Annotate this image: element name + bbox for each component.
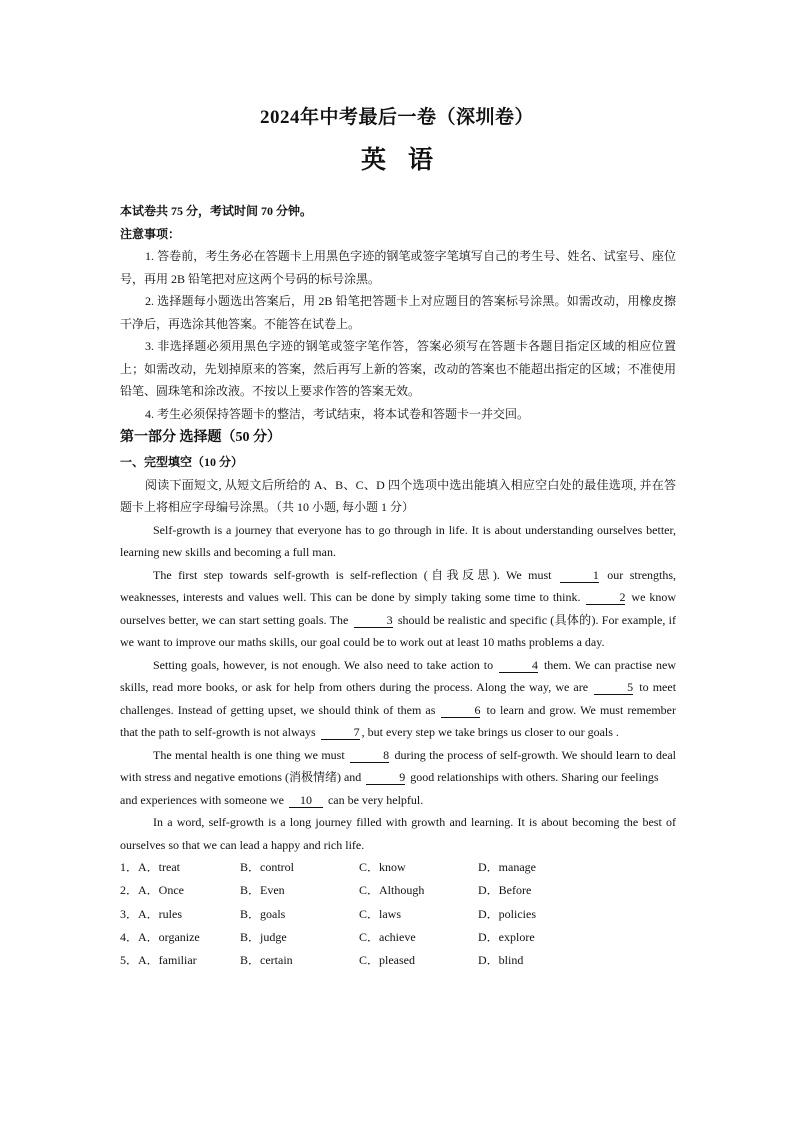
question-row	[120, 903, 676, 926]
passage-text: during the process of self-growth. We should learn to deal with stress and negative emotions (消极情绪) and	[120, 747, 677, 784]
passage-paragraph-1: Self-growth is a journey that everyone has to go through in life. It is about understanding ourselves better, learning new skills and becoming a full man.	[120, 522, 676, 559]
passage-text: our strengths, weaknesses, interests and values well. This can be done by simply taking some time to think.	[120, 567, 677, 604]
exam-title: 2024年中考最后一卷（深圳卷）	[259, 107, 534, 128]
passage-text: to meet challenges. Instead of getting upset, we should think of them as	[120, 680, 677, 717]
blank-7: 7	[321, 725, 360, 740]
option-d: D．Before	[478, 883, 532, 898]
option-a: 2．A．Once	[120, 883, 184, 898]
passage-text: good relationships with others. Sharing our feelings	[410, 770, 659, 784]
option-a: 3．A．rules	[120, 906, 182, 921]
passage-text: and experiences with someone we	[120, 792, 284, 807]
option-c: C．know	[359, 860, 406, 874]
option-d: D．blind	[478, 953, 524, 968]
exam-content	[120, 200, 676, 972]
option-c: C．laws	[359, 906, 402, 921]
option-b: B．certain	[240, 953, 293, 968]
option-b: B．judge	[240, 929, 287, 944]
passage-text: should be realistic and specific (具体的). For example, if we want to improve our maths skills, our goal could be to work out at least 10 maths problems a day.	[120, 612, 677, 649]
option-c: C．pleased	[359, 953, 415, 968]
blank-4: 4	[499, 658, 538, 673]
blank-3: 3	[354, 613, 393, 628]
notice-heading: 注意事项：	[120, 226, 181, 241]
option-a: 4．A．organize	[120, 929, 200, 944]
passage-text: The mental health is one thing we must	[153, 747, 345, 762]
passage-text: them. We can practise new skills, read more books, or ask for help from others during the process. Along the way, we are	[120, 657, 677, 694]
subject-title: 英语	[360, 147, 455, 174]
section-instruction: 阅读下面短文, 从短文后所给的 A、B、C、D 四个选项中选出能填入相应空白处的最佳选项, 并在答题卡上将相应字母编号涂黑。（共 10 小题, 每小题 1 分）	[120, 477, 676, 514]
exam-info: 本试卷共 75 分，考试时间 70 分钟。	[120, 204, 313, 218]
question-row	[120, 926, 676, 949]
option-d: D．explore	[478, 929, 535, 944]
option-d: D．policies	[478, 906, 536, 921]
option-a: 1．A．treat	[120, 860, 180, 874]
notice-item: 4. 考生必须保持答题卡的整洁，考试结束，将本试卷和答题卡一并交回。	[145, 406, 530, 421]
question-row	[120, 856, 676, 879]
notice-item: 1. 答卷前，考生务必在答题卡上用黑色字迹的钢笔或签字笔填写自己的考生号、姓名、试室号、座位号，再用 2B 铅笔把对应这两个号码的标号涂黑。	[120, 249, 676, 286]
blank-1: 1	[560, 568, 599, 583]
blank-6: 6	[441, 703, 480, 718]
blank-9: 9	[366, 770, 405, 785]
part-one-title: 第一部分 选择题（50 分）	[120, 430, 281, 445]
blank-10: 10	[289, 793, 323, 808]
passage-paragraph-3	[120, 654, 676, 744]
passage-paragraph-4-cont	[120, 789, 676, 812]
passage-text: Setting goals, however, is not enough. We also need to take action to	[153, 657, 494, 672]
passage-text: we know ourselves better, we can start setting goals. The	[120, 590, 677, 627]
question-options	[120, 856, 676, 972]
passage-text: can be very helpful.	[327, 792, 424, 807]
option-a: 5．A．familiar	[120, 953, 197, 968]
passage-text: The first step towards self-growth is self-reflection (自我反思). We must	[153, 567, 552, 582]
notice-item: 2. 选择题每小题选出答案后，用 2B 铅笔把答题卡上对应题目的答案标号涂黑。如需改动，用橡皮擦干净后，再选涂其他答案。不能答在试卷上。	[120, 294, 676, 331]
blank-5: 5	[594, 680, 633, 695]
section-heading: 一、完型填空（10 分）	[120, 455, 244, 469]
passage-paragraph-4	[120, 744, 676, 789]
option-b: B．Even	[240, 883, 285, 898]
option-c: C．Although	[359, 883, 425, 898]
passage-text: to learn and grow. We must remember that the path to self-growth is not always	[120, 702, 676, 739]
option-d: D．manage	[478, 860, 536, 874]
question-row	[120, 879, 676, 902]
blank-8: 8	[350, 748, 389, 763]
passage-paragraph-5: In a word, self-growth is a long journey filled with growth and learning. It is about becoming the best of ourselves so that we can lead a happy and rich life.	[120, 815, 676, 852]
passage-paragraph-2	[120, 564, 676, 654]
blank-2: 2	[586, 590, 625, 605]
notice-item: 3. 非选择题必须用黑色字迹的钢笔或签字笔作答，答案必须写在答题卡各题目指定区域的相应位置上；如需改动，先划掉原来的答案，然后再写上新的答案，改动的答案也不能超出指定的区域；不准使用铅笔、圆珠笔和涂改液。不按以上要求作答的答案无效。	[120, 339, 676, 398]
question-row	[120, 949, 676, 972]
passage-text: , but every step we take brings us closer to our goals .	[361, 725, 619, 739]
option-b: B．goals	[240, 906, 286, 921]
option-b: B．control	[240, 860, 294, 874]
option-c: C．achieve	[359, 929, 416, 944]
